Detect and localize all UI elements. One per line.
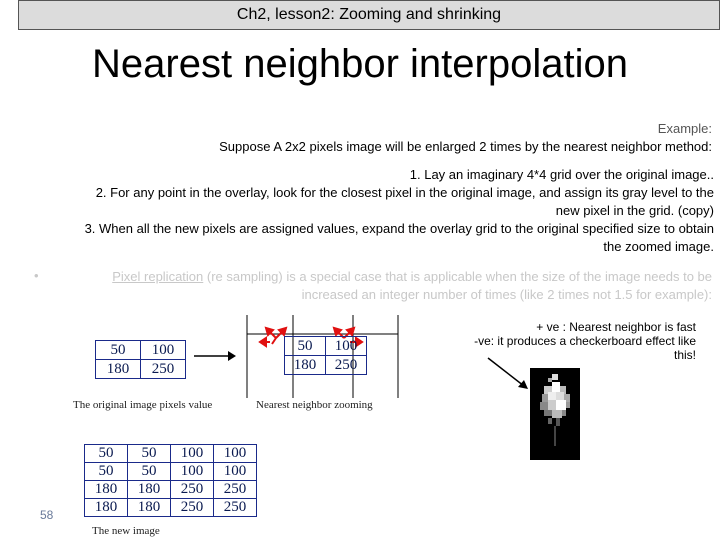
step-3-line-1: 3. When all the new pixels are assigned values, expand the overlay grid to the original specified size to obtain <box>84 221 714 236</box>
right-arrow-icon <box>190 340 240 370</box>
slide-header <box>18 0 720 30</box>
original-pixel-table <box>95 340 186 379</box>
nn-table-caption: Nearest neighbor zooming <box>256 399 373 411</box>
table-row <box>285 356 367 375</box>
pixel-replication-link[interactable]: Pixel replication <box>112 269 204 284</box>
table-cell: 100 <box>171 463 214 481</box>
example-label: Example: <box>657 121 712 136</box>
nearest-neighbor-table <box>284 336 367 375</box>
table-cell: 250 <box>141 360 186 379</box>
step-3-line-2: the zoomed image. <box>603 239 714 254</box>
steps-block <box>14 166 714 256</box>
bullet-line-2: increased an integer number of times (like 2 times not 1.5 for example): <box>301 287 712 302</box>
table-cell: 50 <box>128 463 171 481</box>
table-row <box>96 341 186 360</box>
step-2-line-1: 2. For any point in the overlay, look for the closest pixel in the original image, and assign its gray level to the <box>95 185 714 200</box>
table-cell: 50 <box>128 445 171 463</box>
table-row <box>85 445 257 463</box>
new-image-table <box>84 444 257 517</box>
table-cell: 50 <box>285 337 326 356</box>
table-cell: 100 <box>214 445 257 463</box>
slide-title: Nearest neighbor interpolation <box>92 42 628 86</box>
note-plus: + ve : Nearest neighbor is fast <box>536 320 696 334</box>
table-row <box>285 337 367 356</box>
step-2-line-2: new pixel in the grid. (copy) <box>555 203 714 218</box>
table-cell: 180 <box>96 360 141 379</box>
table-cell: 180 <box>285 356 326 375</box>
note-minus-line-1: -ve: it produces a checkerboard effect like <box>474 334 696 348</box>
table-cell: 50 <box>96 341 141 360</box>
table-cell: 50 <box>85 463 128 481</box>
table-row <box>85 481 257 499</box>
table-row <box>96 360 186 379</box>
bullet-text <box>52 268 712 304</box>
original-table-caption: The original image pixels value <box>73 399 213 411</box>
table-cell: 50 <box>85 445 128 463</box>
checkerboard-rose-image <box>530 368 580 460</box>
bullet-symbol: • <box>34 268 39 283</box>
example-line: Suppose A 2x2 pixels image will be enlarged 2 times by the nearest neighbor method: <box>219 139 712 154</box>
table-cell: 100 <box>171 445 214 463</box>
table-cell: 250 <box>171 499 214 517</box>
notes-block <box>396 320 696 362</box>
table-cell: 180 <box>85 499 128 517</box>
table-cell: 100 <box>326 337 367 356</box>
table-cell: 250 <box>171 481 214 499</box>
table-cell: 250 <box>214 481 257 499</box>
table-cell: 100 <box>141 341 186 360</box>
table-row <box>85 463 257 481</box>
new-table-caption: The new image <box>92 525 160 537</box>
table-cell: 250 <box>326 356 367 375</box>
table-cell: 180 <box>128 499 171 517</box>
table-cell: 180 <box>128 481 171 499</box>
table-cell: 250 <box>214 499 257 517</box>
table-cell: 180 <box>85 481 128 499</box>
note-minus-line-2: this! <box>673 348 696 362</box>
table-cell: 100 <box>214 463 257 481</box>
table-row <box>85 499 257 517</box>
header-text: Ch2, lesson2: Zooming and shrinking <box>236 6 502 23</box>
diagonal-arrow-icon <box>484 354 534 394</box>
bullet-rest-line-1: (re sampling) is a special case that is applicable when the size of the image needs to be <box>203 269 712 284</box>
example-block <box>112 120 712 156</box>
page-number: 58 <box>40 508 54 522</box>
step-1: 1. Lay an imaginary 4*4 grid over the original image.. <box>409 167 714 182</box>
rose-image-icon <box>530 368 580 460</box>
